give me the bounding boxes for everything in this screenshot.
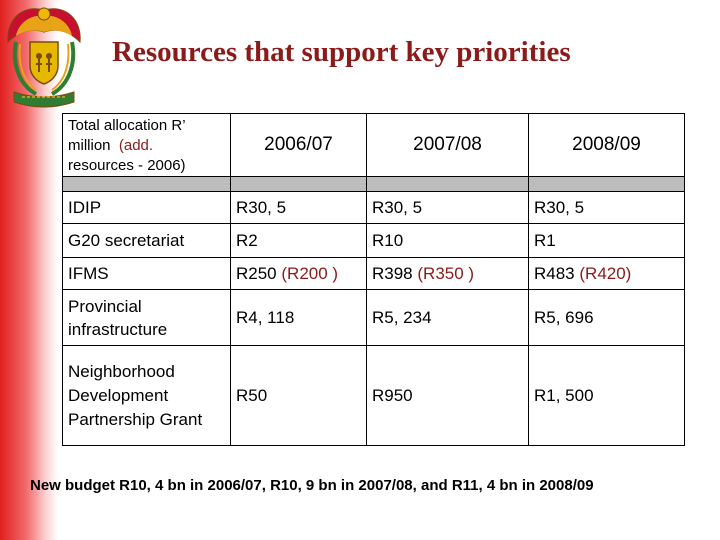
row-label: G20 secretariat <box>63 224 231 258</box>
table-header-row <box>63 114 685 177</box>
header-label-line1: Total allocation R’ <box>68 117 186 134</box>
row-label: Neighborhood Development Partnership Grant <box>63 346 231 446</box>
cell-value: R483 (R420) <box>529 258 685 290</box>
header-label-line2: million <box>68 137 111 154</box>
cell-value: R5, 696 <box>529 290 685 346</box>
header-year-2008-09: 2008/09 <box>529 114 685 177</box>
cell-value: R2 <box>231 224 367 258</box>
budget-footnote: New budget R10, 4 bn in 2006/07, R10, 9 bn in 2007/08, and R11, 4 bn in 2008/09 <box>30 477 594 494</box>
cell-value: R30, 5 <box>529 192 685 224</box>
table-row <box>63 290 685 346</box>
table-row <box>63 192 685 224</box>
cell-value: R5, 234 <box>367 290 529 346</box>
header-label-cell <box>63 114 231 177</box>
header-year-2007-08: 2007/08 <box>367 114 529 177</box>
table-row <box>63 258 685 290</box>
table-row <box>63 224 685 258</box>
cell-value: R10 <box>367 224 529 258</box>
allocation-table <box>62 113 685 446</box>
table-row <box>63 346 685 446</box>
coat-of-arms-logo <box>2 2 86 110</box>
cell-value: R50 <box>231 346 367 446</box>
cell-value: R30, 5 <box>367 192 529 224</box>
row-label: IFMS <box>63 258 231 290</box>
header-divider-bar <box>63 177 685 192</box>
cell-value: R250 (R200 ) <box>231 258 367 290</box>
cell-value: R1, 500 <box>529 346 685 446</box>
page-title: Resources that support key priorities <box>112 36 571 68</box>
cell-value: R950 <box>367 346 529 446</box>
row-label: Provincial infrastructure <box>63 290 231 346</box>
header-label-add: (add. <box>118 137 154 154</box>
cell-value: R1 <box>529 224 685 258</box>
cell-value: R398 (R350 ) <box>367 258 529 290</box>
row-label: IDIP <box>63 192 231 224</box>
cell-value: R30, 5 <box>231 192 367 224</box>
header-label-line3: resources - 2006) <box>68 157 186 174</box>
cell-value: R4, 118 <box>231 290 367 346</box>
header-year-2006-07: 2006/07 <box>231 114 367 177</box>
